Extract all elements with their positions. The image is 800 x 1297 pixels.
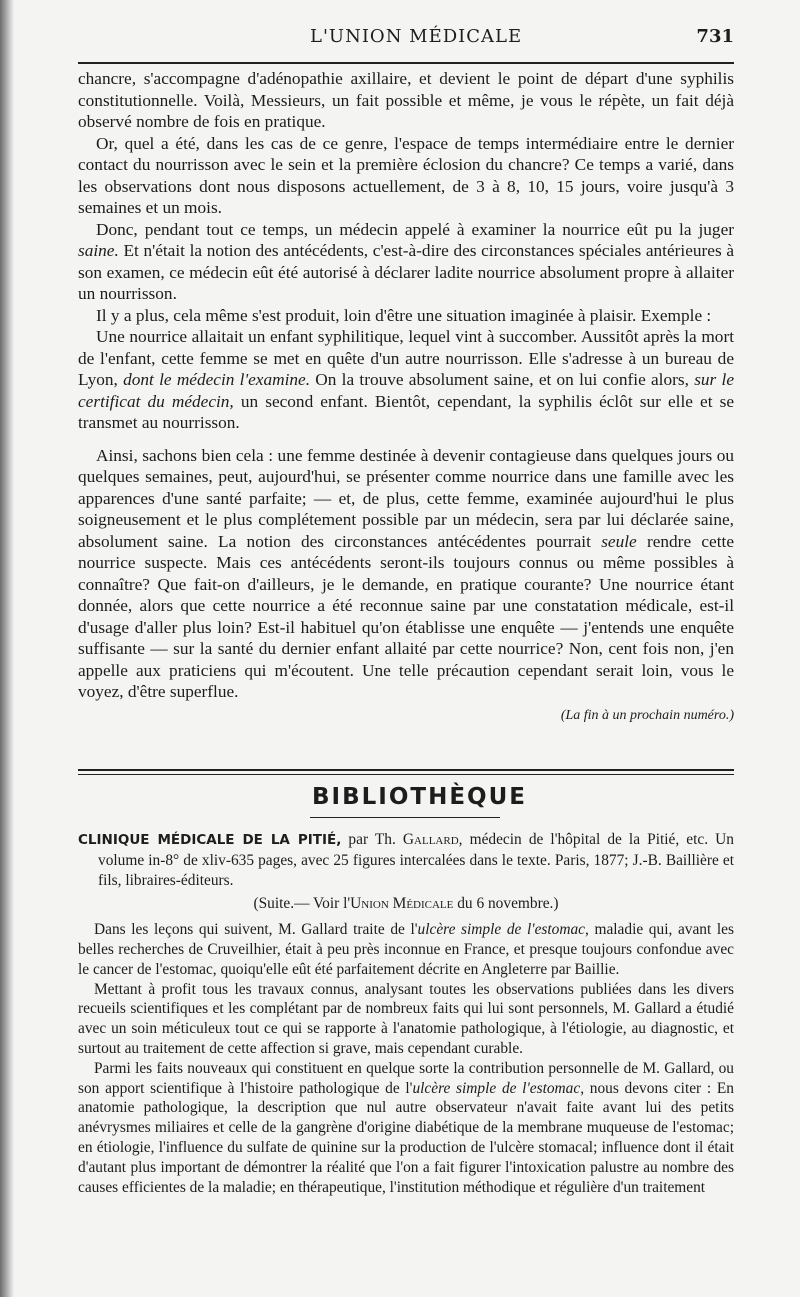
italic-text: ulcère simple de l'estomac xyxy=(417,921,585,939)
paragraph: Mettant à profit tous les travaux connus, analysant toutes les observations publiées dans les divers recueils scientifiques et les complétant par de nombreux faits qui lui sont personnels, M. Gallard a étudié avec un soin méticuleux tout ce qui se rapporte à l'anatomie pathologique, à l'étiologie, au diagnostic, et surtout au traitement de cette affection si grave, mais cependant curable. xyxy=(78,980,734,1057)
page-number: 731 xyxy=(696,26,734,47)
author-name: Gallard xyxy=(402,831,459,848)
text-run: Donc, pendant tout ce temps, un médecin appelé à examiner la nourrice eût pu la juger xyxy=(96,219,734,239)
paragraph: Or, quel a été, dans les cas de ce genre, l'espace de temps intermédiaire entre le dernier contact du nourrisson avec le sein et la première éclosion du chancre? Ce temps a varié, dans les observations dont nous disposons actuellement, de 3 à 8, 10, 15 jours, voire jusqu'à 3 semaines et un mois. xyxy=(78,133,734,217)
text-run: un second enfant. Bientôt, cependant, la syphilis éclôt sur elle et se transmet au nourrisson. xyxy=(78,391,734,432)
text-run: (Suite.— Voir l' xyxy=(253,895,351,913)
text-run: , maladie qui, avant les belles recherches de Cruveilhier, était à peu près inconnue en France, et presque toujours confondue avec le cancer de l'estomac, quoiqu'elle eût été parfaitement décrite en Angleterre par Baillie. xyxy=(78,921,734,978)
text-run: rendre cette nourrice suspecte. Mais ces antécédents seront-ils toujours connus ou même possibles à connaître? Que fait-on d'ailleurs, je le demande, en pratique courante? Une nourrice étant donnée, alors que cette nourrice a été reconnue saine par une constatation médicale, est-il d'usage d'aller plus loin? Est-il habituel qu'on établisse une enquête — j'entends une enquête suffisante — sur la santé du dernier enfant allaité par cette nourrice? Non, cent fois non, j'en appelle aux praticiens qui m'écoutent. Une telle précaution cependant serait loin, vous le voyez, d'être superflue. xyxy=(78,531,734,701)
reference-note xyxy=(78,894,734,914)
italic-text: ulcère simple de l'estomac xyxy=(412,1079,581,1097)
paragraph: chancre, s'accompagne d'adénopathie axillaire, et devient le point de départ d'une syphilis constitutionnelle. Voilà, Messieurs, un fait possible et même, je vous le répète, un fait déjà observé nombre de fois en pratique. xyxy=(78,69,734,131)
text-run: , médecin de l'hôpital de la Pitié, etc. Un volume in-8° de xliv-635 pages, avec 25 figures intercalées dans le texte. Paris, 1877; J.-B. Baillière et fils, libraires-éditeurs. xyxy=(98,831,734,889)
book-gutter-shadow xyxy=(0,0,14,1297)
text-run: Ainsi, sachons bien cela : une femme destinée à devenir contagieuse dans quelques jours ou quelques semaines, peut, aujourd'hui, se présenter comme nourrice dans une famille avec les apparences d'une santé parfaite; — et, de plus, cette femme, examinée aujourd'hui le plus soigneusement et le plus complétement possible par un médecin, sera par lui déclarée saine, absolument saine. La notion des circonstances antécédentes pourrait xyxy=(78,445,734,551)
paragraph xyxy=(78,920,734,979)
paragraph xyxy=(78,219,734,305)
italic-text: dont le médecin l'examine. xyxy=(123,370,311,389)
italic-text: seule xyxy=(601,531,637,551)
running-title: L'UNION MÉDICALE xyxy=(310,26,523,47)
text-run: On la trouve absolument saine, et on lui confie alors, xyxy=(310,370,695,389)
section-divider xyxy=(78,769,734,775)
text-run: par Th. xyxy=(341,831,403,848)
continuation-note: (La fin à un prochain numéro.) xyxy=(560,707,734,723)
italic-text: sur le certificat du médecin, xyxy=(78,370,735,411)
text-run: Et n'était la notion des antécédents, c'est-à-dire des circonstances spéciales antérieures à son examen, ce médecin eût été autorisé à déclarer ladite nourrice absolument propre à allaiter un nourrisson. xyxy=(78,241,734,303)
book-citation xyxy=(78,830,734,890)
page-header xyxy=(78,26,734,50)
text-run: du 6 novembre.) xyxy=(453,895,559,913)
text-run: Dans les leçons qui suivent, M. Gallard traite de l' xyxy=(94,921,418,939)
text-run: Parmi les faits nouveaux qui constituent en quelque sorte la contribution personnelle de M. Gallard, ou son apport scientifique à l'histoire pathologique de l' xyxy=(78,1059,734,1097)
review-text xyxy=(78,830,734,1197)
section-heading: BIBLIOTHÈQUE xyxy=(312,784,527,810)
journal-name: Union Médicale xyxy=(350,895,454,913)
lecture-text xyxy=(78,68,734,726)
italic-text: saine. xyxy=(78,241,119,260)
text-run: Une nourrice allaitait un enfant syphilitique, lequel vint à succomber. Aussitôt après la mort de l'enfant, cette femme se met en quête d'un autre nourrisson. Elle s'adresse à un bureau de Lyon, xyxy=(78,327,734,389)
paragraph xyxy=(78,445,734,703)
heading-underline xyxy=(310,817,500,818)
paragraph: Il y a plus, cela même s'est produit, loin d'être une situation imaginée à plaisir. Exemple : xyxy=(96,305,712,325)
paragraph xyxy=(78,326,734,434)
paragraph xyxy=(78,1059,734,1198)
text-run: , nous devons citer : En anatomie pathologique, la description que nul autre observateur n'avait faite avant lui des petits anévrysmes miliaires et celle de la gangrène d'origine diabétique de la membrane muqueuse de l'estomac; en étiologie, l'influence du sulfate de quinine sur la production de l'ulcère stomacal; influence dont il était d'autant plus important de démontrer la réalité que l'on a fait figurer l'intoxication palustre au nombre des causes efficientes de la maladie; en thérapeutique, l'institution méthodique et régulière d'un traitement xyxy=(78,1079,734,1196)
header-rule xyxy=(78,62,734,64)
book-title: CLINIQUE MÉDICALE DE LA PITIÉ, xyxy=(78,832,342,848)
